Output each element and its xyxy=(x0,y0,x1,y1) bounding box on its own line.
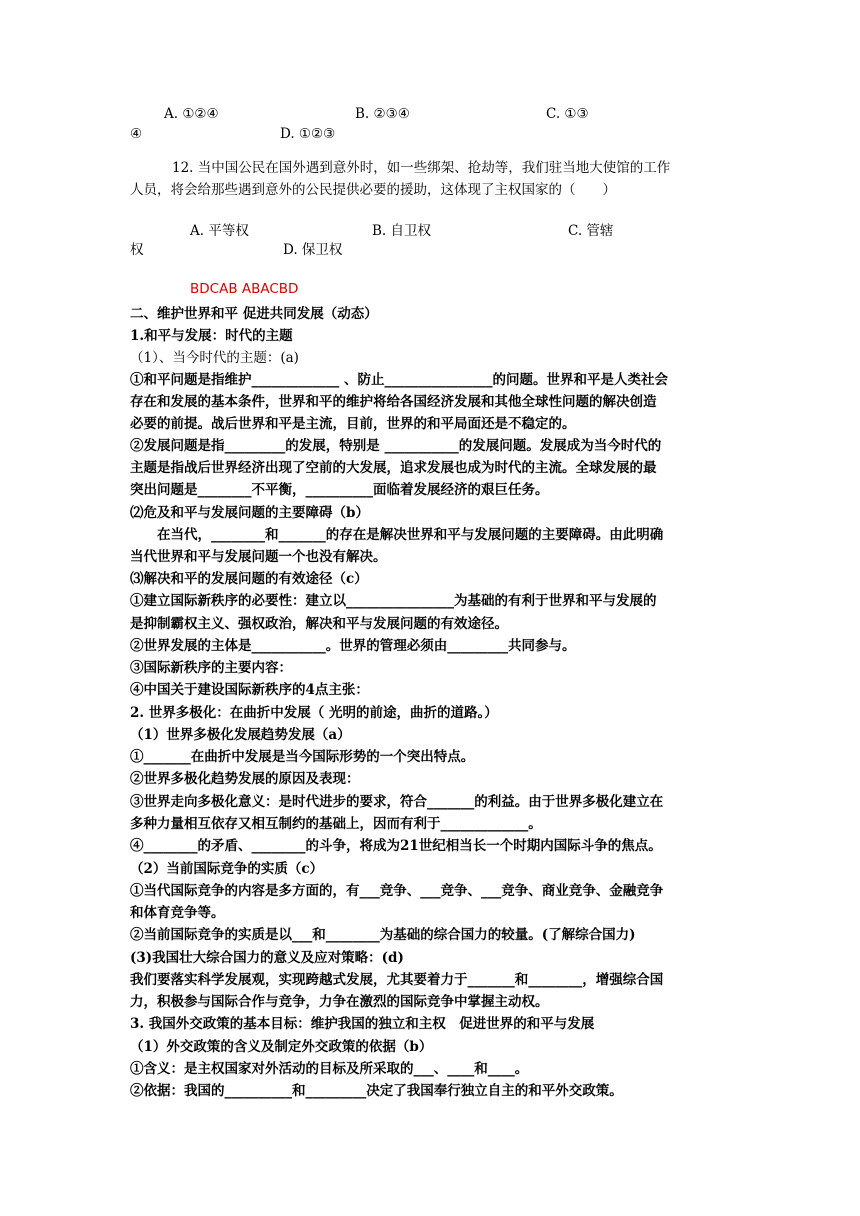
body-line: 突出问题是________不平衡，__________面临着发展经济的艰巨任务。 xyxy=(130,482,549,498)
body-line: 力，积极参与国际合作与竞争，力争在激烈的国际竞争中掌握主动权。 xyxy=(130,994,549,1010)
q11-option-c-wrap: ④ xyxy=(130,126,143,142)
q12-option-d: D. 保卫权 xyxy=(283,242,343,258)
q12-stem-line-2: 人员，将会给那些遇到意外的公民提供必要的援助，这体现了主权国家的（ ） xyxy=(130,182,616,198)
body-line: 我们要落实科学发展观，实现跨越式发展，尤其要着力于_______和________，增强综合国 xyxy=(130,972,664,988)
body-line: ②世界多极化趋势发展的原因及表现： xyxy=(130,771,360,787)
q12-option-b: B. 自卫权 xyxy=(372,223,432,239)
body-line: ③世界走向多极化意义：是时代进步的要求，符合_______的利益。由于世界多极化建立在 xyxy=(130,794,664,810)
q12-option-c: C. 管辖 xyxy=(568,223,614,239)
q12-option-a: A. 平等权 xyxy=(190,223,249,239)
body-line: 是抑制霸权主义、强权政治，解决和平与发展问题的有效途径。 xyxy=(130,616,508,632)
item-heading: （1）世界多极化发展趋势发展（a） xyxy=(130,727,351,743)
body-line: ①和平问题是指维护_____________ 、防止________________的问题。世界和平是人类社会 xyxy=(130,372,668,388)
body-line: 主题是指战后世界经济出现了空前的大发展，追求发展也成为时代的主流。全球发展的最 xyxy=(130,460,657,476)
body-line: ①含义：是主权国家对外活动的目标及所采取的___、____和____。 xyxy=(130,1061,529,1077)
body-line: 多种力量相互依存又相互制约的基础上，因而有利于_____________。 xyxy=(130,816,542,832)
body-line: 必要的前提。战后世界和平是主流，目前，世界的和平局面还是不稳定的。 xyxy=(130,416,576,432)
body-line: ③国际新秩序的主要内容： xyxy=(130,660,292,676)
body-line: ②依据：我国的__________和_________决定了我国奉行独立自主的和平外交政策。 xyxy=(130,1083,623,1099)
q12-option-c-wrap: 权 xyxy=(130,242,144,258)
body-line: ②世界发展的主体是___________。世界的管理必须由_________共同参与。 xyxy=(130,638,576,654)
body-line: ②发展问题是指_________的发展，特别是 ___________的发展问题。发展成为当今时代的 xyxy=(130,438,662,454)
subheading-3: 3. 我国外交政策的基本目标：维护我国的独立和主权 促进世界的和平与发展 xyxy=(130,1016,595,1032)
body-line: ④________的矛盾、________的斗争，将成为21世纪相当长一个时期内国际斗争的焦点。 xyxy=(130,838,662,854)
q11-option-a: A. ①②④ xyxy=(164,106,219,122)
q12-stem-line-1: 12. 当中国公民在国外遇到意外时，如一些绑架、抢劫等，我们驻当地大使馆的工作 xyxy=(172,160,671,176)
body-line: 在当代，________和_______的存在是解决世界和平与发展问题的主要障碍。由此明确 xyxy=(130,527,664,543)
item-heading: （1）外交政策的含义及制定外交政策的依据（b） xyxy=(130,1039,433,1055)
item-heading: (3)我国壮大综合国力的意义及应对策略：(d) xyxy=(130,950,404,966)
body-line: ④中国关于建设国际新秩序的4点主张： xyxy=(130,682,369,698)
q11-option-c: C. ①③ xyxy=(546,106,589,122)
item-heading: ⑵危及和平与发展问题的主要障碍（b） xyxy=(130,505,369,521)
item-heading: （2）当前国际竞争的实质（c） xyxy=(130,861,324,877)
body-line: 存在和发展的基本条件，世界和平的维护将给各国经济发展和其他全球性问题的解决创造 xyxy=(130,394,657,410)
body-line: ①建立国际新秩序的必要性：建立以________________为基础的有利于世界和平与发展的 xyxy=(130,593,657,609)
item-heading: （1）、当今时代的主题：(a) xyxy=(130,350,299,366)
q11-option-d: D. ①②③ xyxy=(280,126,336,142)
body-line: ②当前国际竞争的实质是以___和________为基础的综合国力的较量。(了解综合国力) xyxy=(130,927,636,943)
answer-key: BDCAB ABACBD xyxy=(190,281,299,297)
body-line: 和体育竞争等。 xyxy=(130,905,225,921)
subheading-1: 1.和平与发展：时代的主题 xyxy=(130,328,293,344)
subheading-2: 2. 世界多极化：在曲折中发展（ 光明的前途，曲折的道路。） xyxy=(130,705,498,721)
body-line: 当代世界和平与发展问题一个也没有解决。 xyxy=(130,549,387,565)
body-line: ①_______在曲折中发展是当今国际形势的一个突出特点。 xyxy=(130,749,475,765)
section-heading: 二、维护世界和平 促进共同发展（动态） xyxy=(130,306,378,322)
item-heading: ⑶解决和平的发展问题的有效途径（c） xyxy=(130,571,368,587)
body-line: ①当代国际竞争的内容是多方面的，有___竞争、___竞争、___竞争、商业竞争、金融竞争 xyxy=(130,883,664,899)
q11-option-b: B. ②③④ xyxy=(355,106,410,122)
